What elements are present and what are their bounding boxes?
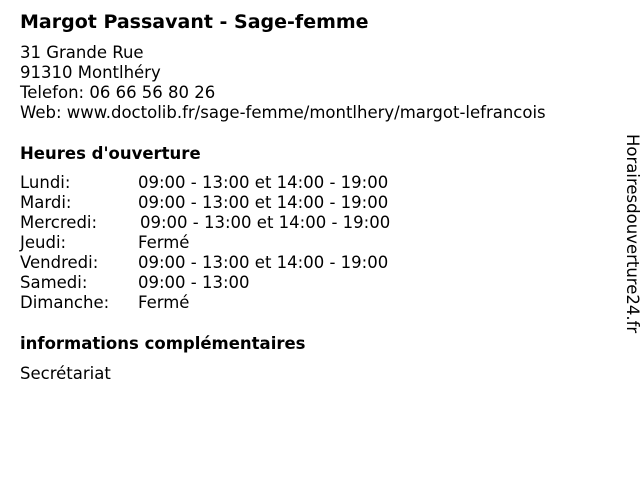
day-label: Jeudi:	[20, 233, 67, 252]
time-value: 09:00 - 13:00 et 14:00 - 19:00	[138, 193, 389, 212]
day-label: Samedi:	[20, 273, 88, 292]
time-value: Fermé	[138, 293, 190, 312]
opening-hours-heading: Heures d'ouverture	[20, 144, 201, 163]
street-address: 31 Grande Rue	[20, 43, 144, 62]
time-value: 09:00 - 13:00 et 14:00 - 19:00	[138, 253, 389, 272]
phone-number[interactable]: Telefon: 06 66 56 80 26	[20, 83, 216, 102]
day-label: Mercredi:	[20, 213, 98, 232]
day-label: Vendredi:	[20, 253, 99, 272]
time-value: 09:00 - 13:00 et 14:00 - 19:00	[140, 213, 391, 232]
time-value: 09:00 - 13:00 et 14:00 - 19:00	[138, 173, 389, 192]
page-title: Margot Passavant - Sage-femme	[20, 11, 369, 33]
day-label: Lundi:	[20, 173, 71, 192]
contact-block	[20, 43, 546, 123]
time-value: 09:00 - 13:00	[138, 273, 250, 292]
day-label: Mardi:	[20, 193, 72, 212]
additional-info-item: Secrétariat	[20, 364, 111, 383]
city-address: 91310 Montlhéry	[20, 63, 161, 82]
website-link[interactable]: Web: www.doctolib.fr/sage-femme/montlhery/margot-lefrancois	[20, 103, 546, 122]
additional-info-heading: informations complémentaires	[20, 334, 306, 353]
time-value: Fermé	[138, 233, 190, 252]
site-watermark: Horairesdouverture24.fr	[623, 134, 642, 334]
day-label: Dimanche:	[20, 293, 110, 312]
